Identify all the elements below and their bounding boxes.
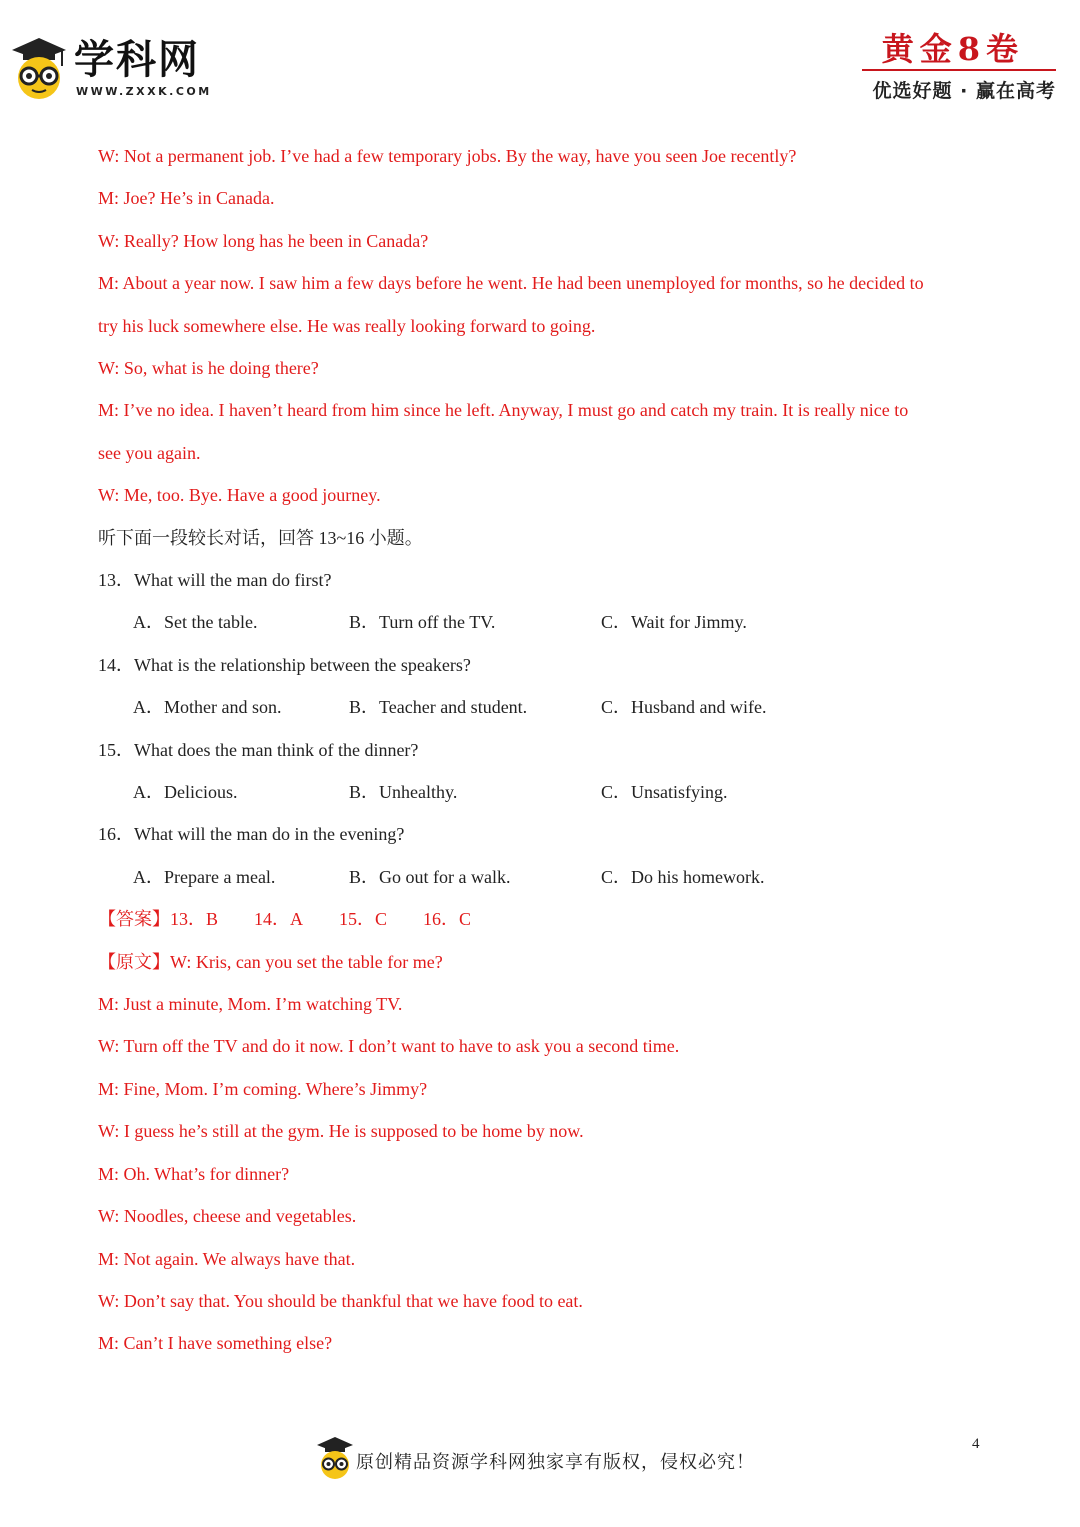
transcript-line: M: Just a minute, Mom. I’m watching TV. [98, 994, 403, 1015]
question-text: What does the man think of the dinner? [134, 739, 419, 760]
question-number: 16． [98, 824, 134, 845]
dialogue-line: W: Really? How long has he been in Canada? [98, 230, 429, 251]
answer-item: 14．A [254, 909, 304, 930]
answer-item: 15．C [339, 909, 388, 930]
option-a: A．Prepare a meal. [133, 866, 276, 887]
brand-slogan: 优选好题 · 赢在高考 [872, 80, 1056, 102]
transcript-line: M: Oh. What’s for dinner? [98, 1163, 290, 1184]
answer-item: 13．B [170, 909, 219, 930]
question-number: 13． [98, 570, 134, 591]
question-15 [98, 729, 998, 771]
transcript-line: W: Turn off the TV and do it now. I don’t want to have to ask you a second time. [98, 1036, 680, 1057]
mascot-footer-icon [316, 1436, 354, 1480]
transcript-text: W: Kris, can you set the table for me? [170, 951, 443, 972]
option-b: B．Turn off the TV. [349, 612, 496, 633]
transcript-line: M: Can’t I have something else? [98, 1333, 333, 1354]
question-text: What will the man do first? [134, 570, 332, 591]
logo-text: 学科网 [74, 37, 200, 83]
question-number: 15． [98, 739, 134, 760]
transcript-line: M: Fine, Mom. I’m coming. Where’s Jimmy? [98, 1078, 428, 1099]
transcript-line: W: I guess he’s still at the gym. He is supposed to be home by now. [98, 1121, 584, 1142]
option-c: C．Wait for Jimmy. [601, 612, 747, 633]
transcript-line: W: Noodles, cheese and vegetables. [98, 1206, 357, 1227]
transcript-first-line [98, 941, 998, 983]
transcript-line: W: Don’t say that. You should be thankful that we have food to eat. [98, 1290, 583, 1311]
dialogue-line: M: Joe? He’s in Canada. [98, 188, 275, 209]
brand-title: 黄金8卷 [881, 30, 1024, 68]
dialogue-line: M: I’ve no idea. I haven’t heard from him since he left. Anyway, I must go and catch my train. It is really nice to [98, 400, 909, 421]
answer-item: 16．C [423, 909, 472, 930]
option-b: B．Unhealthy. [349, 782, 458, 803]
question-text: What will the man do in the evening? [134, 824, 405, 845]
question-15-options [98, 771, 998, 813]
logo-url: WWW.ZXXK.COM [76, 85, 212, 98]
dialogue-line: W: So, what is he doing there? [98, 358, 319, 379]
dialogue-line: try his luck somewhere else. He was really looking forward to going. [98, 315, 596, 336]
question-text: What is the relationship between the speakers? [134, 654, 471, 675]
brand-divider [862, 69, 1056, 71]
question-13-options [98, 601, 998, 643]
option-b: B．Go out for a walk. [349, 866, 511, 887]
question-14 [98, 644, 998, 686]
option-b: B．Teacher and student. [349, 697, 528, 718]
transcript-label: 【原文】 [98, 951, 170, 972]
answer-key [98, 898, 998, 940]
question-14-options [98, 686, 998, 728]
mascot-logo-icon [10, 36, 68, 100]
option-c: C．Unsatisfying. [601, 782, 728, 803]
page-number: 4 [972, 1436, 980, 1452]
dialogue-line: W: Not a permanent job. I’ve had a few temporary jobs. By the way, have you seen Joe recently? [98, 146, 797, 166]
option-c: C．Do his homework. [601, 866, 765, 887]
question-number: 14． [98, 654, 134, 675]
option-a: A．Mother and son. [133, 697, 282, 718]
option-a: A．Set the table. [133, 612, 258, 633]
section-intro: 听下面一段较长对话，回答 13~16 小题。 [98, 527, 423, 548]
option-c: C．Husband and wife. [601, 697, 767, 718]
question-16-options [98, 856, 998, 898]
page-header [0, 0, 1080, 110]
copyright-notice: 原创精品资源学科网独家享有版权，侵权必究！ [356, 1452, 755, 1473]
question-16 [98, 813, 998, 855]
dialogue-line: W: Me, too. Bye. Have a good journey. [98, 485, 381, 506]
option-a: A．Delicious. [133, 782, 238, 803]
transcript-line: M: Not again. We always have that. [98, 1248, 356, 1269]
answer-label: 【答案】 [98, 909, 170, 930]
question-13 [98, 559, 998, 601]
dialogue-line: M: About a year now. I saw him a few days before he went. He had been unemployed for months, so he decided to [98, 273, 924, 294]
document-body [98, 135, 998, 1365]
dialogue-line: see you again. [98, 442, 201, 463]
